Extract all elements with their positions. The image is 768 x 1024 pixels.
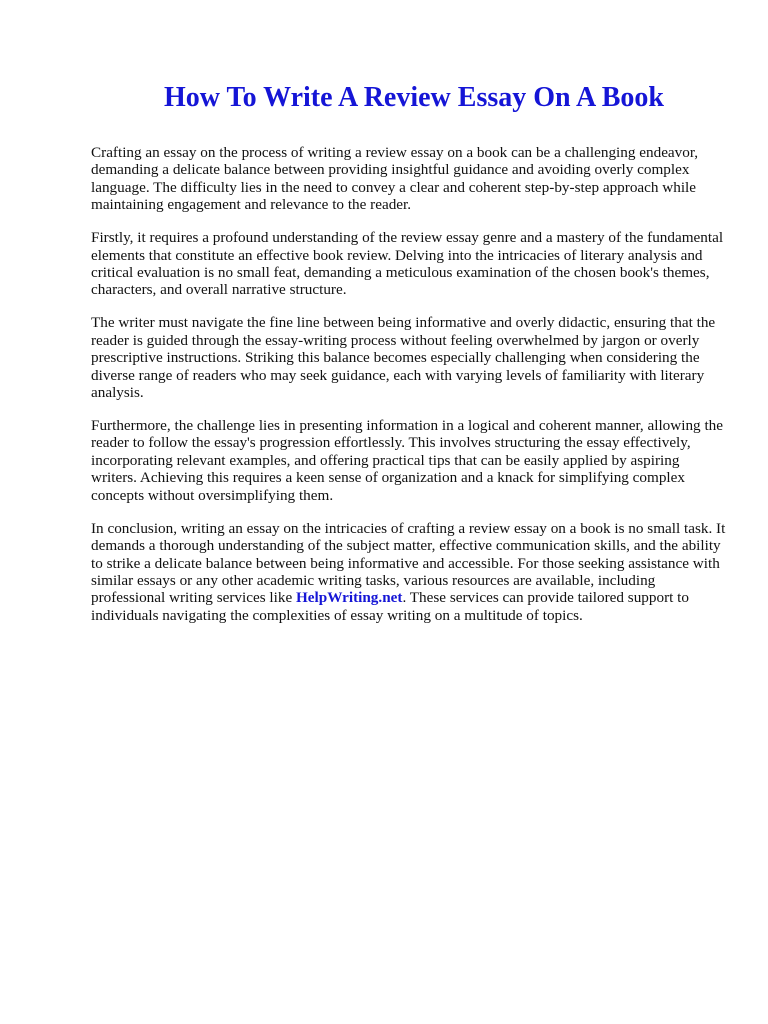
helpwriting-link[interactable]: HelpWriting.net (295, 589, 403, 607)
paragraph-firstly: Firstly, it requires a profound understanding of the review essay genre and a mastery of the fundamental elements that constitute an effective book review. Delving into the intricacies of literary analysis and critical evaluation is no small feat, demanding a meticulous examination of the chosen book's themes, characters, and overall narrative structure. (91, 229, 724, 299)
paragraph-furthermore: Furthermore, the challenge lies in presenting information in a logical and coherent manner, allowing the reader to follow the essay's progression effortlessly. This involves structuring the essay effectively, incorporating relevant examples, and offering practical tips that can be easily applied by aspiring writers. Achieving this requires a keen sense of organization and a knack for simplifying complex concepts without oversimplifying them. (91, 417, 724, 504)
conclusion-text-before-link: In conclusion, writing an essay on the intricacies of crafting a review essay on a book is no small task. It demands a thorough understanding of the subject matter, effective communication skills, and the ability to strike a delicate balance between being informative and accessible. For those seeking assistance with similar essays or any other academic writing tasks, various resources are available, including professional writing services like (91, 519, 726, 607)
paragraph-conclusion (91, 520, 726, 624)
paragraph-intro: Crafting an essay on the process of writing a review essay on a book can be a challenging endeavor, demanding a delicate balance between providing insightful guidance and avoiding overly complex language. The difficulty lies in the need to convey a clear and coherent step-by-step approach while maintaining engagement and relevance to the reader. (91, 144, 699, 214)
document-body (91, 144, 726, 640)
conclusion-text-after-link: . These services can provide tailored support to individuals navigating the complexities of essay writing on a multitude of topics. (91, 589, 689, 624)
paragraph-navigate: The writer must navigate the fine line between being informative and overly didactic, ensuring that the reader is guided through the essay-writing process without feeling overwhelmed by jargon or overly prescriptive instructions. Striking this balance becomes especially challenging when considering the diverse range of readers who may seek guidance, each with varying levels of familiarity with literary analysis. (91, 314, 716, 402)
page-title: How To Write A Review Essay On A Book (164, 82, 664, 113)
